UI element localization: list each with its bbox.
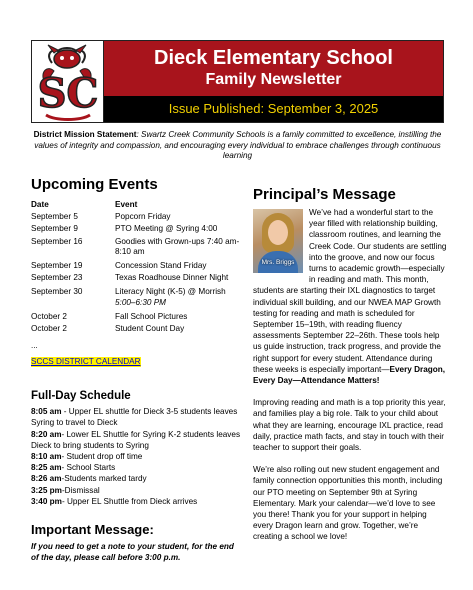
principal-paragraph-1: [253, 207, 448, 386]
schedule-text: - School Starts: [61, 463, 116, 473]
event-name: Popcorn Friday: [115, 212, 171, 222]
schedule-time: 8:26 am: [31, 474, 62, 484]
event-row: [31, 312, 241, 322]
photo-caption: Mrs. Briggs: [261, 259, 295, 266]
event-name-text: Literacy Night (K-5) @ Morrish: [115, 287, 226, 297]
schedule-item: [31, 473, 241, 484]
mission-label: District Mission Statement: [33, 130, 137, 139]
right-column: [253, 186, 448, 543]
event-date: October 2: [31, 311, 67, 321]
title-banner: [104, 41, 443, 96]
district-calendar-link[interactable]: SCCS DISTRICT CALENDAR: [31, 357, 141, 367]
school-logo: [32, 41, 104, 122]
event-row: [31, 273, 241, 283]
schedule-item: [31, 496, 241, 507]
school-name: Dieck Elementary School: [154, 47, 393, 69]
event-row: [31, 212, 241, 222]
schedule-time: 8:10 am: [31, 452, 62, 462]
events-header-row: [31, 200, 241, 210]
logo-monogram: SC: [37, 70, 99, 117]
schedule-item: [31, 429, 241, 451]
important-title: Important Message:: [31, 522, 154, 538]
schedule-text: - Lower EL Shuttle for Syring K-2 students leaves Dieck to bring students to Syring: [31, 429, 241, 450]
left-column: [31, 176, 241, 563]
schedule-item: [31, 462, 241, 473]
schedule-text: - Upper EL shuttle for Dieck 3-5 students leaves Syring to travel to Dieck: [31, 407, 238, 428]
event-date: October 2: [31, 324, 67, 334]
event-date: September 16: [31, 236, 83, 246]
event-name: PTO Meeting @ Syring 4:00: [115, 224, 218, 234]
event-name: Student Count Day: [115, 324, 185, 334]
schedule-item: [31, 451, 241, 462]
date-header: Date: [31, 200, 49, 209]
schedule-text: - Student drop off time: [61, 452, 143, 462]
schedule-time: 8:25 am: [31, 463, 62, 473]
event-date: September 23: [31, 273, 83, 283]
schedule-item: [31, 406, 241, 428]
photo-face: [268, 220, 288, 245]
event-name: Goodies with Grown-ups 7:40 am-8:10 am: [115, 236, 240, 256]
event-row: [31, 287, 241, 307]
event-date: September 9: [31, 224, 78, 234]
attendance-slogan: Every Dragon, Every Day—Attendance Matters!: [253, 364, 446, 386]
event-row: [31, 237, 241, 257]
schedule-item: [31, 485, 241, 496]
schedule-time: 3:25 pm: [31, 485, 62, 495]
principal-title: Principal’s Message: [253, 186, 396, 203]
schedule-title: Full-Day Schedule: [31, 390, 131, 403]
ellipsis-text: ...: [31, 341, 38, 351]
mission-statement: [31, 130, 444, 162]
event-name: [115, 287, 241, 307]
event-name: Concession Stand Friday: [115, 261, 207, 271]
event-date: September 19: [31, 261, 83, 271]
dragon-logo-icon: [32, 41, 104, 122]
schedule-time: 8:20 am: [31, 429, 62, 439]
events-title: Upcoming Events: [31, 176, 158, 193]
event-date: September 5: [31, 212, 78, 222]
important-text: If you need to get a note to your student, for the end of the day, please call before 3:00 p.m.: [31, 542, 234, 563]
paragraph-1-text: We’ve had a wonderful start to the year filled with relationship building, classroom routines, and learning the Creek Code. Our students are settling into the groove, and now our focus turns to academic growth—especially in reading and math. This month, students are starting their IXL diagnostics to target individual skill building, and our NWEA MAP Growth testing for reading and math is scheduled for September 15–19th, with reading fluency assessments September 22–26th. These tools help us guide instruction, track progress, and provide the right support for every student. Attendance during these weeks is especially important—: [253, 208, 447, 374]
principal-paragraph-3: We’re also rolling out new student engagement and family connection opportunities this month, including our PTO meeting on September 9th at Syring Elementary. Mark your calendar—we’d love to see you there! Thank you for your support in helping every Dragon learn and grow. Together, we’re creating a school we love!: [253, 465, 443, 542]
event-row: [31, 261, 241, 271]
event-header: Event: [115, 200, 138, 209]
event-name: Fall School Pictures: [115, 311, 188, 321]
event-row: [31, 224, 241, 234]
schedule-text: -Students marked tardy: [61, 474, 147, 484]
schedule-list: [31, 406, 241, 507]
newsletter-header: [31, 40, 444, 123]
newsletter-name: Family Newsletter: [205, 71, 342, 88]
issue-date: Issue Published: September 3, 2025: [104, 96, 443, 122]
schedule-text: - Upper EL Shuttle from Dieck arrives: [61, 496, 198, 506]
mission-text: : Swartz Creek Community Schools is a family committed to excellence, instilling the values of integrity and compassion, and encouraging every individual to embrace challenges through continuous learning: [34, 130, 442, 160]
principal-photo: [253, 209, 303, 273]
event-name: Texas Roadhouse Dinner Night: [115, 273, 229, 283]
event-date: September 30: [31, 287, 83, 297]
schedule-text: -Dismissal: [61, 485, 100, 495]
event-time: 5:00–6:30 PM: [115, 297, 166, 307]
event-row: [31, 324, 241, 334]
schedule-time: 8:05 am: [31, 407, 62, 417]
schedule-time: 3:40 pm: [31, 496, 62, 506]
principal-paragraph-2: Improving reading and math is a top priority this year, and families play a big role. Talk to your child about what they are learning, encourage IXL practice, read daily, practice math facts, and stay in touch with their teacher to support their goals.: [253, 398, 446, 453]
events-table: [31, 200, 241, 334]
